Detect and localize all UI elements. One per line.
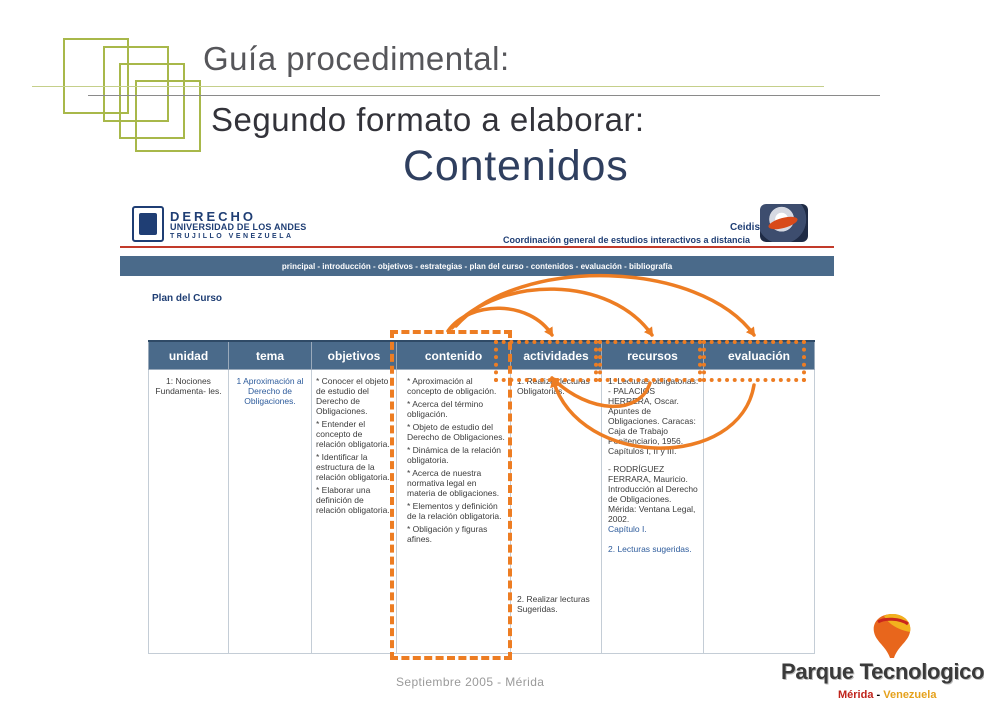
- arrow-recursos-to-actividades: [552, 378, 650, 406]
- recurso-ref-2: - RODRÍGUEZ FERRARA, Mauricio. Introducción al Derecho de Obligaciones. Mérida: Ventana Legal, 2002.: [608, 464, 698, 524]
- coordination-label: Coordinación general de estudios interactivos a distancia: [503, 235, 751, 245]
- header-contenido: contenido: [397, 341, 511, 370]
- header-evaluacion: evaluación: [704, 341, 815, 370]
- actividad-item-1: 1. Realizar lecturas Obligatorias.: [517, 376, 590, 396]
- unidad-text: 1: Nociones Fundamenta- les.: [155, 376, 222, 396]
- recurso-item-2[interactable]: 2. Lecturas sugeridas.: [608, 544, 692, 554]
- university-faculty: DERECHO: [170, 209, 257, 224]
- objetivo-item: * Elaborar una definición de relación obligatoria.: [316, 485, 390, 515]
- arrow-evaluacion-to-actividades: [553, 380, 754, 448]
- header-unidad: unidad: [149, 341, 229, 370]
- slide-heading: Contenidos: [403, 142, 629, 190]
- navbar-links[interactable]: principal - introducción - objetivos - estrategias - plan del curso - contenidos - evaluación - bibliografía: [281, 261, 673, 271]
- parque-location: [838, 689, 936, 701]
- arrow-contenido-to-actividades: [448, 308, 552, 335]
- objetivo-item: * Entender el concepto de relación obligatoria.: [316, 419, 390, 449]
- contenido-item: * Aproximación al concepto de obligación.: [407, 376, 497, 396]
- arrow-contenido-to-recursos: [452, 289, 652, 335]
- header-actividades: actividades: [511, 341, 602, 370]
- parque-location-city: Mérida: [838, 689, 874, 701]
- page-title: Plan del Curso: [152, 293, 223, 304]
- header-recursos: recursos: [602, 341, 704, 370]
- slide-title: Guía procedimental:: [203, 40, 510, 77]
- ceidis-label: Ceidis: [730, 222, 761, 233]
- contenido-item: * Dinámica de la relación obligatoria.: [407, 445, 502, 465]
- parque-balloon-logo-icon: [870, 612, 914, 660]
- arrow-contenido-to-evaluacion: [456, 276, 754, 335]
- tema-link[interactable]: 1 Aproximación al Derecho de Obligaciones.: [236, 376, 304, 406]
- header-objetivos: objetivos: [312, 341, 397, 370]
- actividad-item-2: 2. Realizar lecturas Sugeridas.: [517, 594, 590, 614]
- contenido-item: * Acerca del término obligación.: [407, 399, 484, 419]
- slide-subtitle: Segundo formato a elaborar:: [211, 101, 645, 138]
- header-tema: tema: [229, 341, 312, 370]
- contenido-item: * Acerca de nuestra normativa legal en materia de obligaciones.: [407, 468, 500, 498]
- parque-location-country: Venezuela: [883, 689, 937, 701]
- objetivo-item: * Conocer el objeto de estudio del Derecho de Obligaciones.: [316, 376, 389, 416]
- recurso-ref-1: - PALACIOS HERRERA, Oscar. Apuntes de Obligaciones. Caracas: Caja de Trabajo Penitenciario, 1956. Capítulos I, II y III.: [608, 386, 696, 456]
- recurso-ref-2-link[interactable]: Capítulo I.: [608, 524, 647, 534]
- contenido-item: * Obligación y figuras afines.: [407, 524, 488, 544]
- objetivo-item: * Identificar la estructura de la relación obligatoria.: [316, 452, 390, 482]
- contenido-item: * Elementos y definición de la relación obligatoria.: [407, 501, 502, 521]
- university-location: TRUJILLO VENEZUELA: [170, 233, 294, 240]
- slide-footer: Septiembre 2005 - Mérida: [396, 675, 545, 689]
- recurso-item-1: 1. Lecturas obligatorias:: [608, 376, 699, 386]
- parque-location-separator: -: [873, 689, 884, 701]
- university-name: UNIVERSIDAD DE LOS ANDES: [170, 222, 307, 232]
- contenido-item: * Objeto de estudio del Derecho de Obligaciones.: [407, 422, 505, 442]
- parque-name: Parque Tecnologico: [781, 659, 984, 684]
